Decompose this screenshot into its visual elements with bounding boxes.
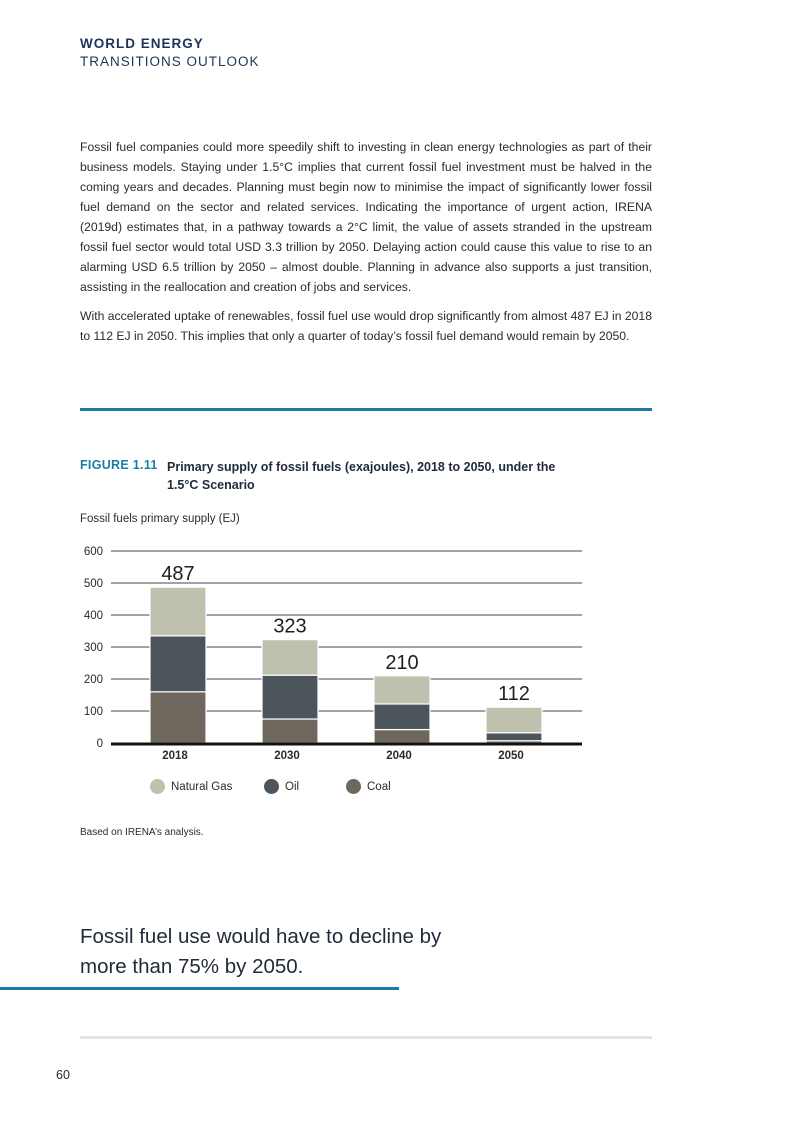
bar-total-label: 323 bbox=[273, 615, 307, 638]
publication-subtitle: TRANSITIONS OUTLOOK bbox=[80, 54, 260, 69]
pull-quote: Fossil fuel use would have to decline by more than 75% by 2050. bbox=[80, 925, 442, 978]
bar-segment-oil bbox=[262, 675, 318, 719]
bar-segment-oil bbox=[374, 704, 430, 730]
body-paragraph-1: Fossil fuel companies could more speedily shift to investing in clean energy technologies as part of their business models. Staying under 1.5°C implies that current fossil fuel investment must be halved in the coming years and decades. Planning must begin now to minimise the impact of significantly lower fossil fuel demand on the sector and related services. Indicating the importance of urgent action, IRENA (2019d) estimates that, in a pathway towards a 2°C limit, the value of assets stranded in the upstream fossil fuel sector would total USD 3.3 trillion by 2050. Delaying action could cause this value to rise to an alarming USD 6.5 trillion by 2050 – almost double. Planning in advance also supports a just transition, assisting in the reallocation and creation of jobs and services. bbox=[80, 140, 652, 294]
bar-segment-natural-gas bbox=[486, 707, 542, 733]
legend-item-natural-gas bbox=[150, 779, 232, 794]
bar-total-label: 487 bbox=[161, 563, 195, 586]
figure-source-note: Based on IRENA’s analysis. bbox=[80, 827, 204, 838]
body-paragraph-2: With accelerated uptake of renewables, fossil fuel use would drop significantly from almost 487 EJ in 2018 to 112 EJ in 2050. This implies that only a quarter of today’s fossil fuel demand would remain by 2050. bbox=[80, 309, 652, 343]
figure-label: FIGURE 1.11 bbox=[80, 458, 158, 472]
bar-segment-natural-gas bbox=[262, 640, 318, 676]
bar-segment-coal bbox=[374, 730, 430, 743]
bar-segment-oil bbox=[486, 733, 542, 741]
bar-segment-coal bbox=[150, 692, 206, 743]
y-tick-label: 200 bbox=[83, 674, 103, 686]
y-tick-label: 500 bbox=[83, 578, 103, 590]
publication-title: WORLD ENERGY bbox=[80, 36, 204, 51]
y-tick-label: 0 bbox=[96, 738, 103, 750]
bar-total-label: 112 bbox=[498, 683, 530, 706]
y-tick-label: 300 bbox=[83, 642, 103, 654]
bar-segment-natural-gas bbox=[374, 676, 430, 704]
footer-divider bbox=[80, 1036, 652, 1039]
legend-label-coal: Coal bbox=[367, 780, 391, 793]
legend-swatch-natural-gas bbox=[150, 779, 165, 794]
y-axis-title: Fossil fuels primary supply (EJ) bbox=[80, 513, 240, 525]
legend-swatch-oil bbox=[264, 779, 279, 794]
y-tick-label: 600 bbox=[83, 546, 103, 558]
pull-quote-underline bbox=[0, 987, 399, 990]
figure-title: Primary supply of fossil fuels (exajoules), 2018 to 2050, under the 1.5°C Scenario bbox=[167, 460, 556, 492]
y-tick-label: 100 bbox=[83, 706, 103, 718]
x-tick-label: 2018 bbox=[162, 750, 188, 762]
legend-item-coal bbox=[346, 779, 391, 794]
legend-swatch-coal bbox=[346, 779, 361, 794]
x-tick-label: 2050 bbox=[498, 750, 524, 762]
legend-item-oil bbox=[264, 779, 299, 794]
bar-total-label: 210 bbox=[385, 651, 419, 674]
legend-label-natural-gas: Natural Gas bbox=[171, 780, 233, 793]
legend-label-oil: Oil bbox=[285, 780, 300, 793]
x-tick-label: 2040 bbox=[386, 750, 412, 762]
bar-segment-coal bbox=[262, 719, 318, 743]
bar-segment-oil bbox=[150, 636, 206, 692]
page-number: 60 bbox=[56, 1068, 70, 1082]
y-tick-label: 400 bbox=[83, 610, 103, 622]
bar-segment-natural-gas bbox=[150, 587, 206, 636]
x-tick-label: 2030 bbox=[274, 750, 300, 762]
